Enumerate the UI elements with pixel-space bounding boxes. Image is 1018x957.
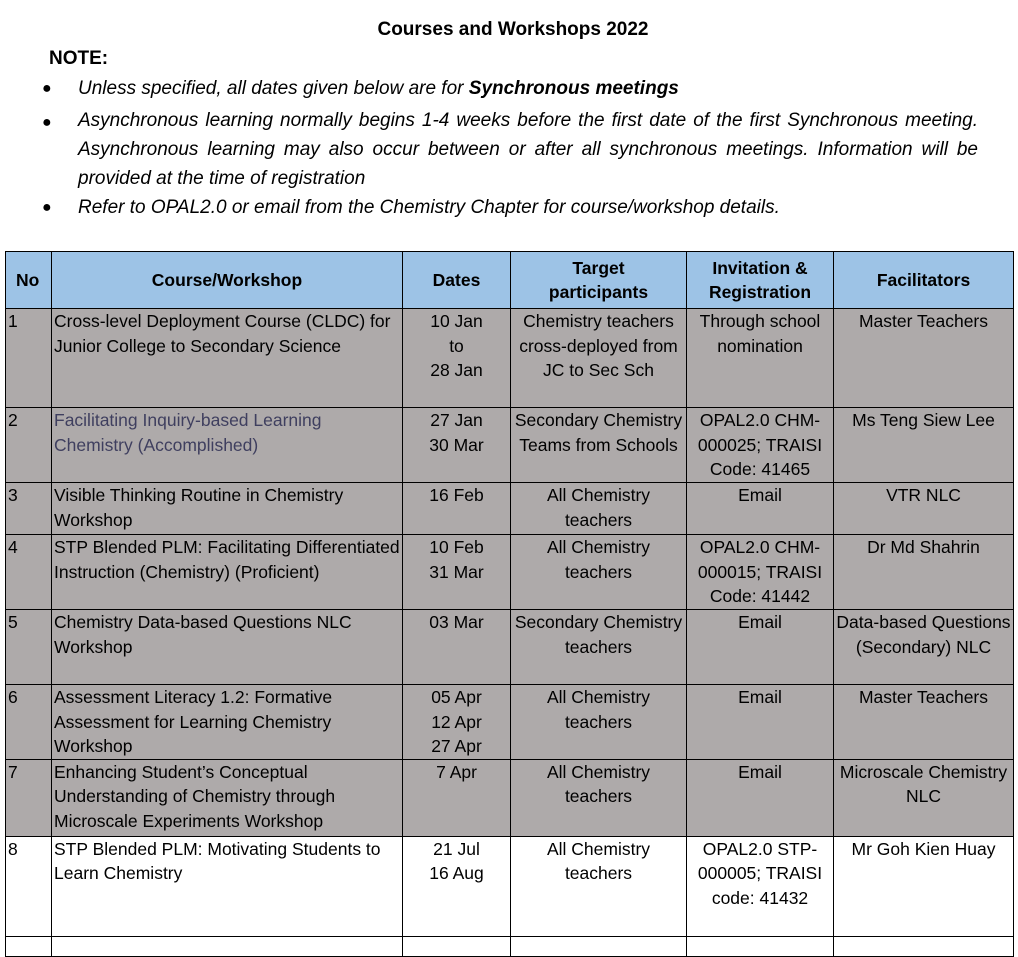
courses-table: [5, 251, 1014, 957]
date-line: 10 Jan: [430, 311, 483, 331]
cell-invitation: Email: [687, 759, 834, 836]
bullet-icon: ●: [42, 80, 52, 97]
date-line: 21 Jul: [433, 838, 480, 859]
cell-course: Enhancing Student’s Conceptual Understanding of Chemistry through Microscale Experiments Workshop: [52, 759, 403, 836]
date-line: 27 Apr: [431, 736, 482, 756]
cell-invitation: Through school nomination: [687, 309, 834, 408]
header-invitation-line1: Invitation &: [712, 257, 808, 278]
cell-course: STP Blended PLM: Facilitating Differentiated Instruction (Chemistry) (Proficient): [52, 535, 403, 610]
cell-empty: [834, 936, 1014, 956]
cell-no: 2: [6, 408, 52, 483]
cell-dates: [403, 408, 511, 483]
cell-no: 1: [6, 309, 52, 408]
cell-no: 7: [6, 759, 52, 836]
cell-dates: [403, 836, 511, 936]
date-line: to: [449, 335, 464, 356]
cell-target: All Chemistry teachers: [511, 535, 687, 610]
cell-dates: [403, 483, 511, 535]
note-emphasis: Synchronous meetings: [468, 78, 679, 99]
cell-facilitators: Master Teachers: [834, 309, 1014, 408]
cell-dates: [403, 685, 511, 760]
header-target: [511, 252, 687, 309]
cell-course: STP Blended PLM: Motivating Students to Learn Chemistry: [52, 836, 403, 936]
course-link[interactable]: Facilitating Inquiry-based Learning Chemistry (Accomplished): [54, 410, 322, 455]
cell-empty: [511, 936, 687, 956]
cell-invitation: Email: [687, 483, 834, 535]
table-row: [6, 685, 1014, 760]
date-line: 16 Feb: [429, 485, 484, 505]
cell-invitation: OPAL2.0 CHM-000025; TRAISI Code: 41465: [687, 408, 834, 483]
cell-dates: [403, 309, 511, 408]
cell-facilitators: Mr Goh Kien Huay: [834, 836, 1014, 936]
cell-course: Assessment Literacy 1.2: Formative Assessment for Learning Chemistry Workshop: [52, 685, 403, 760]
cell-course: [52, 408, 403, 483]
cell-facilitators: Ms Teng Siew Lee: [834, 408, 1014, 483]
cell-invitation: OPAL2.0 STP-000005; TRAISI code: 41432: [687, 836, 834, 936]
header-invitation: [687, 252, 834, 309]
cell-facilitators: Data-based Questions (Secondary) NLC: [834, 610, 1014, 685]
cell-target: All Chemistry teachers: [511, 685, 687, 760]
cell-target: Secondary Chemistry Teams from Schools: [511, 408, 687, 483]
table-row: [6, 610, 1014, 685]
cell-no: 4: [6, 535, 52, 610]
cell-empty: [52, 936, 403, 956]
cell-target: All Chemistry teachers: [511, 759, 687, 836]
date-line: 30 Mar: [429, 434, 484, 455]
cell-facilitators: VTR NLC: [834, 483, 1014, 535]
cell-course: Chemistry Data-based Questions NLC Workshop: [52, 610, 403, 685]
header-course: Course/Workshop: [52, 252, 403, 309]
cell-course: Visible Thinking Routine in Chemistry Workshop: [52, 483, 403, 535]
cell-target: Chemistry teachers cross-deployed from JC to Sec Sch: [511, 309, 687, 408]
date-line: 05 Apr: [431, 687, 482, 707]
cell-dates: [403, 610, 511, 685]
table-row: [6, 535, 1014, 610]
table-row: [6, 759, 1014, 836]
note-text: Unless specified, all dates given below are for: [78, 78, 469, 99]
header-invitation-line2: Registration: [708, 282, 812, 302]
date-line: 12 Apr: [431, 711, 482, 732]
cell-course: Cross-level Deployment Course (CLDC) for Junior College to Secondary Science: [52, 309, 403, 408]
cell-target: All Chemistry teachers: [511, 836, 687, 936]
note-label: NOTE:: [49, 48, 109, 69]
cell-no: 3: [6, 483, 52, 535]
date-line: 03 Mar: [429, 612, 484, 632]
bullet-icon: ●: [42, 114, 52, 131]
date-line: 7 Apr: [436, 761, 477, 782]
date-line: 28 Jan: [430, 360, 483, 380]
cell-facilitators: Master Teachers: [834, 685, 1014, 760]
cell-facilitators: Microscale Chemistry NLC: [834, 759, 1014, 836]
header-target-line1: Target: [572, 257, 625, 278]
cell-empty: [6, 936, 52, 956]
date-line: 10 Feb: [429, 537, 484, 557]
header-no: No: [6, 252, 52, 309]
cell-no: 6: [6, 685, 52, 760]
cell-empty: [403, 936, 511, 956]
table-row: [6, 483, 1014, 535]
header-facilitators: Facilitators: [834, 252, 1014, 309]
cell-facilitators: Dr Md Shahrin: [834, 535, 1014, 610]
cell-invitation: OPAL2.0 CHM-000015; TRAISI Code: 41442: [687, 535, 834, 610]
table-row: [6, 836, 1014, 936]
cell-dates: [403, 535, 511, 610]
cell-invitation: Email: [687, 610, 834, 685]
date-line: 27 Jan: [430, 410, 483, 430]
header-target-line2: participants: [548, 282, 649, 302]
table-row: [6, 408, 1014, 483]
table-header-row: [6, 252, 1014, 309]
bullet-icon: ●: [42, 199, 52, 216]
page-title: Courses and Workshops 2022: [377, 19, 649, 40]
header-dates: Dates: [403, 252, 511, 309]
cell-no: 5: [6, 610, 52, 685]
cell-invitation: Email: [687, 685, 834, 760]
date-line: 16 Aug: [429, 863, 484, 883]
table-row: [6, 936, 1014, 956]
note-item: [40, 195, 978, 221]
note-list: [40, 76, 978, 221]
cell-no: 8: [6, 836, 52, 936]
table-row: [6, 309, 1014, 408]
cell-target: All Chemistry teachers: [511, 483, 687, 535]
note-item: [40, 106, 978, 193]
cell-target: Secondary Chemistry teachers: [511, 610, 687, 685]
date-line: 31 Mar: [429, 561, 484, 582]
note-text: Refer to OPAL2.0 or email from the Chemistry Chapter for course/workshop details.: [78, 197, 780, 218]
cell-dates: [403, 759, 511, 836]
note-item: [40, 76, 978, 102]
note-text: Asynchronous learning normally begins 1-4 weeks before the first date of the first Synchronous meeting. Asynchronous learning may also occur between or after all synchronous meetings. Information will be provided at the time of registration: [78, 110, 978, 189]
cell-empty: [687, 936, 834, 956]
